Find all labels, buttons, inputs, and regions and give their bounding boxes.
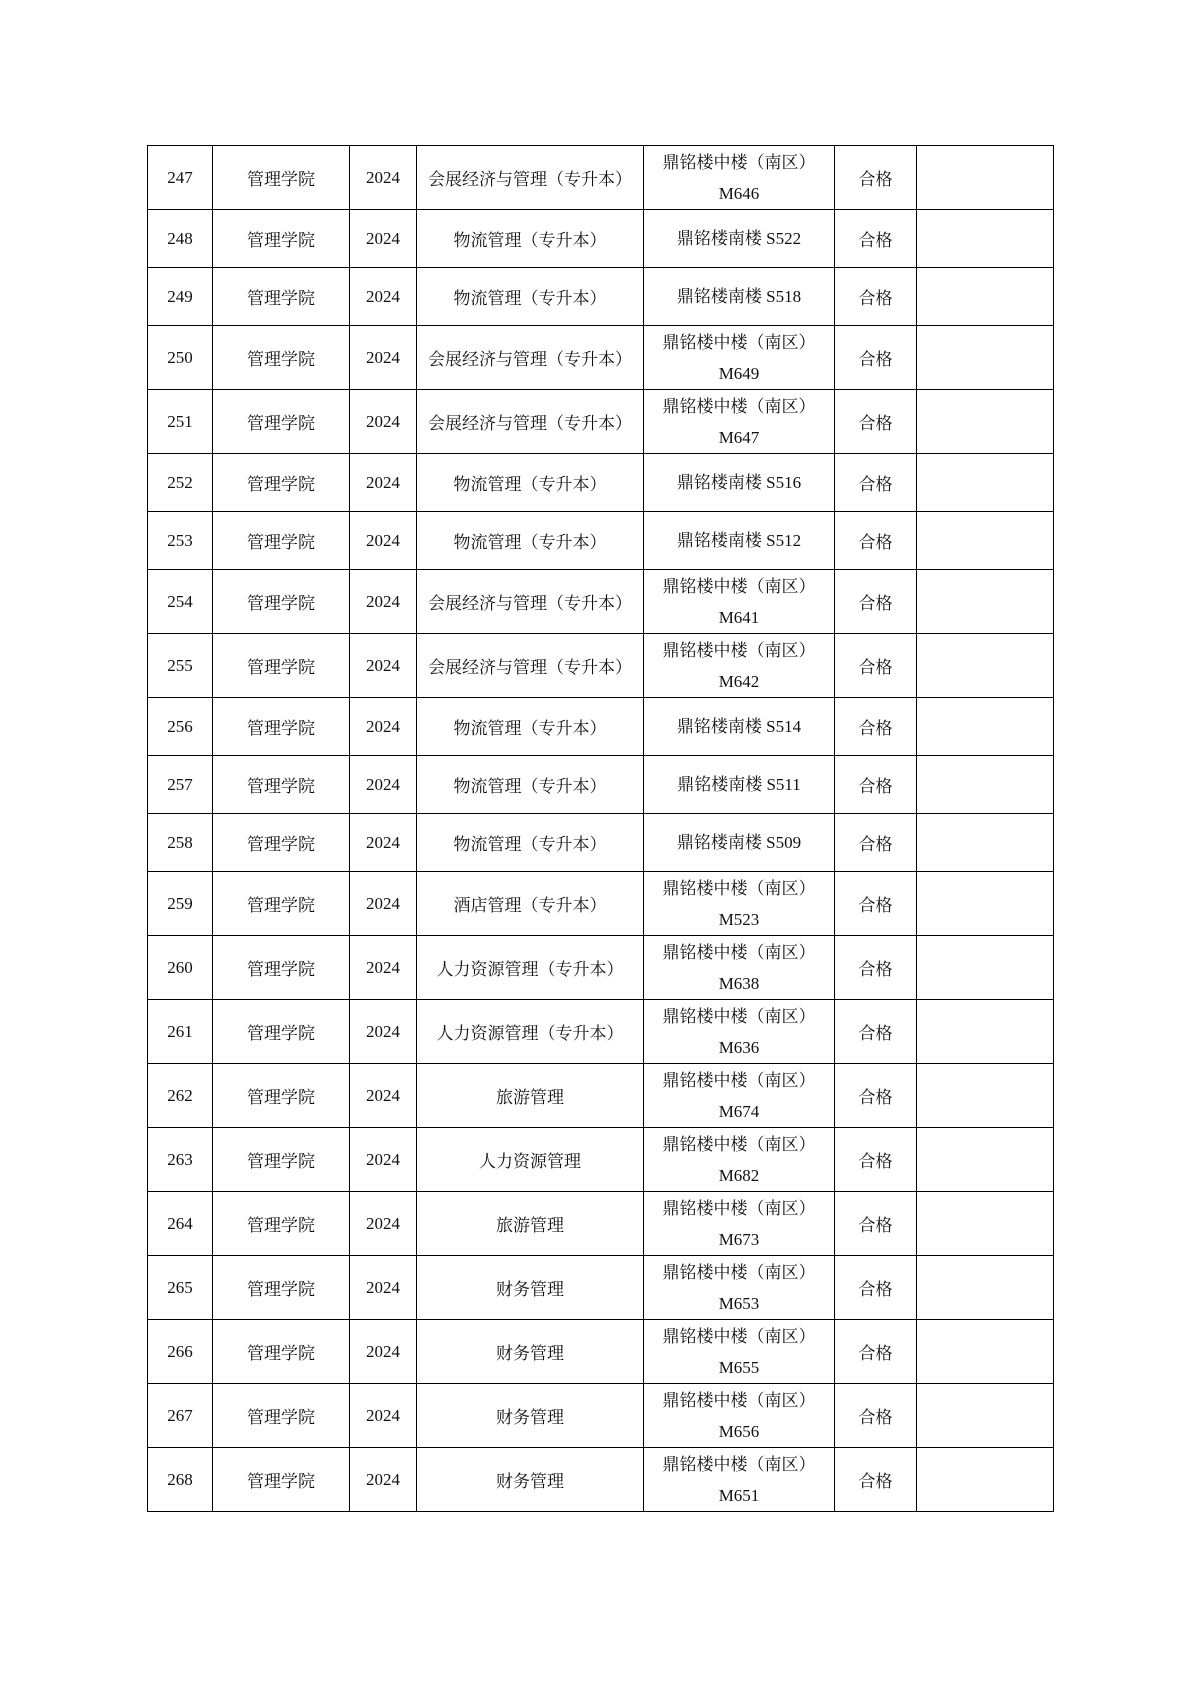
cell-location bbox=[644, 814, 835, 872]
cell-result: 合格 bbox=[835, 814, 917, 872]
cell-major: 会展经济与管理（专升本） bbox=[417, 326, 644, 390]
cell-location bbox=[644, 1256, 835, 1320]
cell-index: 268 bbox=[148, 1448, 213, 1512]
location-line: 鼎铭楼中楼（南区） bbox=[662, 942, 816, 962]
cell-major: 物流管理（专升本） bbox=[417, 454, 644, 512]
cell-year: 2024 bbox=[350, 390, 417, 454]
cell-location bbox=[644, 1128, 835, 1192]
location-line: 鼎铭楼南楼 S522 bbox=[676, 228, 802, 248]
cell-location bbox=[644, 210, 835, 268]
cell-index: 254 bbox=[148, 570, 213, 634]
cell-college: 管理学院 bbox=[213, 512, 350, 570]
table-row bbox=[148, 454, 1054, 512]
cell-year: 2024 bbox=[350, 210, 417, 268]
location-line: M523 bbox=[718, 909, 760, 929]
table-row bbox=[148, 1320, 1054, 1384]
cell-result: 合格 bbox=[835, 1192, 917, 1256]
cell-college: 管理学院 bbox=[213, 390, 350, 454]
location-line: M674 bbox=[718, 1101, 760, 1121]
location-line: 鼎铭楼中楼（南区） bbox=[662, 1326, 816, 1346]
cell-year: 2024 bbox=[350, 1256, 417, 1320]
cell-college: 管理学院 bbox=[213, 634, 350, 698]
cell-result: 合格 bbox=[835, 698, 917, 756]
location-line: 鼎铭楼南楼 S518 bbox=[676, 286, 802, 306]
cell-major: 会展经济与管理（专升本） bbox=[417, 146, 644, 210]
table-row bbox=[148, 1192, 1054, 1256]
cell-major: 会展经济与管理（专升本） bbox=[417, 634, 644, 698]
cell-result: 合格 bbox=[835, 634, 917, 698]
location-line: M649 bbox=[718, 363, 760, 383]
cell-college: 管理学院 bbox=[213, 570, 350, 634]
cell-year: 2024 bbox=[350, 146, 417, 210]
cell-college: 管理学院 bbox=[213, 268, 350, 326]
table-row bbox=[148, 570, 1054, 634]
cell-index: 259 bbox=[148, 872, 213, 936]
cell-college: 管理学院 bbox=[213, 1256, 350, 1320]
cell-year: 2024 bbox=[350, 570, 417, 634]
cell-college: 管理学院 bbox=[213, 1000, 350, 1064]
cell-major: 物流管理（专升本） bbox=[417, 698, 644, 756]
cell-year: 2024 bbox=[350, 1192, 417, 1256]
cell-major: 财务管理 bbox=[417, 1448, 644, 1512]
cell-index: 256 bbox=[148, 698, 213, 756]
cell-index: 262 bbox=[148, 1064, 213, 1128]
location-line: M636 bbox=[718, 1037, 760, 1057]
cell-college: 管理学院 bbox=[213, 1128, 350, 1192]
location-line: 鼎铭楼中楼（南区） bbox=[662, 1006, 816, 1026]
table-row bbox=[148, 872, 1054, 936]
cell-location bbox=[644, 454, 835, 512]
cell-remark bbox=[917, 1384, 1054, 1448]
cell-index: 261 bbox=[148, 1000, 213, 1064]
cell-remark bbox=[917, 756, 1054, 814]
cell-location bbox=[644, 698, 835, 756]
cell-year: 2024 bbox=[350, 1320, 417, 1384]
table-row bbox=[148, 326, 1054, 390]
cell-result: 合格 bbox=[835, 1064, 917, 1128]
cell-location bbox=[644, 1448, 835, 1512]
cell-result: 合格 bbox=[835, 936, 917, 1000]
cell-location bbox=[644, 390, 835, 454]
cell-college: 管理学院 bbox=[213, 872, 350, 936]
location-line: 鼎铭楼中楼（南区） bbox=[662, 878, 816, 898]
cell-major: 旅游管理 bbox=[417, 1064, 644, 1128]
location-line: 鼎铭楼中楼（南区） bbox=[662, 576, 816, 596]
location-line: 鼎铭楼南楼 S509 bbox=[676, 832, 802, 852]
cell-index: 260 bbox=[148, 936, 213, 1000]
cell-major: 财务管理 bbox=[417, 1320, 644, 1384]
location-line: 鼎铭楼中楼（南区） bbox=[662, 640, 816, 660]
cell-index: 250 bbox=[148, 326, 213, 390]
cell-result: 合格 bbox=[835, 872, 917, 936]
cell-college: 管理学院 bbox=[213, 814, 350, 872]
cell-remark bbox=[917, 1064, 1054, 1128]
location-line: 鼎铭楼中楼（南区） bbox=[662, 332, 816, 352]
cell-college: 管理学院 bbox=[213, 1320, 350, 1384]
cell-index: 257 bbox=[148, 756, 213, 814]
cell-result: 合格 bbox=[835, 268, 917, 326]
cell-result: 合格 bbox=[835, 146, 917, 210]
location-line: 鼎铭楼中楼（南区） bbox=[662, 1390, 816, 1410]
cell-location bbox=[644, 326, 835, 390]
cell-index: 255 bbox=[148, 634, 213, 698]
cell-result: 合格 bbox=[835, 1384, 917, 1448]
cell-remark bbox=[917, 146, 1054, 210]
cell-index: 263 bbox=[148, 1128, 213, 1192]
results-table bbox=[147, 145, 1054, 1512]
table-row bbox=[148, 210, 1054, 268]
cell-location bbox=[644, 1320, 835, 1384]
cell-location bbox=[644, 1000, 835, 1064]
location-line: M655 bbox=[718, 1357, 760, 1377]
cell-result: 合格 bbox=[835, 210, 917, 268]
location-line: 鼎铭楼南楼 S512 bbox=[676, 530, 802, 550]
cell-major: 物流管理（专升本） bbox=[417, 512, 644, 570]
location-line: M656 bbox=[718, 1421, 760, 1441]
location-line: M642 bbox=[718, 671, 760, 691]
cell-remark bbox=[917, 390, 1054, 454]
table-row bbox=[148, 634, 1054, 698]
cell-index: 266 bbox=[148, 1320, 213, 1384]
cell-college: 管理学院 bbox=[213, 326, 350, 390]
cell-remark bbox=[917, 1256, 1054, 1320]
table-row bbox=[148, 1448, 1054, 1512]
cell-remark bbox=[917, 872, 1054, 936]
cell-index: 265 bbox=[148, 1256, 213, 1320]
cell-index: 258 bbox=[148, 814, 213, 872]
cell-result: 合格 bbox=[835, 1000, 917, 1064]
cell-remark bbox=[917, 1448, 1054, 1512]
location-line: 鼎铭楼中楼（南区） bbox=[662, 152, 816, 172]
cell-location bbox=[644, 1384, 835, 1448]
cell-location bbox=[644, 570, 835, 634]
cell-index: 253 bbox=[148, 512, 213, 570]
table-row bbox=[148, 390, 1054, 454]
cell-location bbox=[644, 1064, 835, 1128]
cell-year: 2024 bbox=[350, 936, 417, 1000]
cell-remark bbox=[917, 512, 1054, 570]
cell-remark bbox=[917, 210, 1054, 268]
cell-major: 酒店管理（专升本） bbox=[417, 872, 644, 936]
cell-major: 财务管理 bbox=[417, 1384, 644, 1448]
cell-major: 物流管理（专升本） bbox=[417, 814, 644, 872]
location-line: 鼎铭楼南楼 S511 bbox=[677, 774, 801, 794]
table-row bbox=[148, 146, 1054, 210]
cell-year: 2024 bbox=[350, 512, 417, 570]
cell-major: 财务管理 bbox=[417, 1256, 644, 1320]
cell-result: 合格 bbox=[835, 1256, 917, 1320]
cell-remark bbox=[917, 814, 1054, 872]
table-row bbox=[148, 1256, 1054, 1320]
cell-remark bbox=[917, 936, 1054, 1000]
cell-year: 2024 bbox=[350, 756, 417, 814]
cell-result: 合格 bbox=[835, 570, 917, 634]
table-row bbox=[148, 698, 1054, 756]
cell-remark bbox=[917, 1128, 1054, 1192]
cell-year: 2024 bbox=[350, 1448, 417, 1512]
cell-result: 合格 bbox=[835, 326, 917, 390]
cell-result: 合格 bbox=[835, 454, 917, 512]
cell-year: 2024 bbox=[350, 634, 417, 698]
location-line: 鼎铭楼中楼（南区） bbox=[662, 1262, 816, 1282]
cell-index: 267 bbox=[148, 1384, 213, 1448]
cell-remark bbox=[917, 1192, 1054, 1256]
cell-major: 人力资源管理（专升本） bbox=[417, 936, 644, 1000]
cell-major: 会展经济与管理（专升本） bbox=[417, 390, 644, 454]
cell-location bbox=[644, 512, 835, 570]
location-line: M638 bbox=[718, 973, 760, 993]
cell-location bbox=[644, 146, 835, 210]
cell-college: 管理学院 bbox=[213, 210, 350, 268]
cell-remark bbox=[917, 1000, 1054, 1064]
cell-major: 人力资源管理 bbox=[417, 1128, 644, 1192]
cell-year: 2024 bbox=[350, 1064, 417, 1128]
location-line: 鼎铭楼南楼 S516 bbox=[676, 472, 802, 492]
cell-college: 管理学院 bbox=[213, 1192, 350, 1256]
cell-location bbox=[644, 756, 835, 814]
cell-remark bbox=[917, 570, 1054, 634]
cell-index: 248 bbox=[148, 210, 213, 268]
cell-remark bbox=[917, 1320, 1054, 1384]
cell-result: 合格 bbox=[835, 1448, 917, 1512]
cell-major: 物流管理（专升本） bbox=[417, 210, 644, 268]
cell-location bbox=[644, 634, 835, 698]
location-line: M682 bbox=[718, 1165, 760, 1185]
location-line: 鼎铭楼中楼（南区） bbox=[662, 1070, 816, 1090]
cell-result: 合格 bbox=[835, 512, 917, 570]
table-row bbox=[148, 814, 1054, 872]
cell-college: 管理学院 bbox=[213, 1384, 350, 1448]
location-line: M673 bbox=[718, 1229, 760, 1249]
table-row bbox=[148, 1000, 1054, 1064]
cell-result: 合格 bbox=[835, 1320, 917, 1384]
cell-major: 旅游管理 bbox=[417, 1192, 644, 1256]
cell-year: 2024 bbox=[350, 698, 417, 756]
location-line: 鼎铭楼中楼（南区） bbox=[662, 1454, 816, 1474]
cell-location bbox=[644, 872, 835, 936]
cell-location bbox=[644, 936, 835, 1000]
location-line: M653 bbox=[718, 1293, 760, 1313]
location-line: M651 bbox=[718, 1485, 760, 1505]
cell-major: 人力资源管理（专升本） bbox=[417, 1000, 644, 1064]
cell-college: 管理学院 bbox=[213, 146, 350, 210]
cell-result: 合格 bbox=[835, 1128, 917, 1192]
cell-index: 247 bbox=[148, 146, 213, 210]
cell-major: 物流管理（专升本） bbox=[417, 268, 644, 326]
cell-index: 251 bbox=[148, 390, 213, 454]
cell-remark bbox=[917, 634, 1054, 698]
cell-year: 2024 bbox=[350, 454, 417, 512]
cell-year: 2024 bbox=[350, 814, 417, 872]
table-row bbox=[148, 1064, 1054, 1128]
cell-year: 2024 bbox=[350, 1128, 417, 1192]
cell-college: 管理学院 bbox=[213, 1064, 350, 1128]
table-row bbox=[148, 512, 1054, 570]
location-line: M647 bbox=[718, 427, 760, 447]
cell-college: 管理学院 bbox=[213, 936, 350, 1000]
cell-year: 2024 bbox=[350, 268, 417, 326]
table-body bbox=[148, 146, 1054, 1512]
cell-remark bbox=[917, 268, 1054, 326]
cell-year: 2024 bbox=[350, 1384, 417, 1448]
cell-college: 管理学院 bbox=[213, 454, 350, 512]
cell-index: 264 bbox=[148, 1192, 213, 1256]
location-line: 鼎铭楼中楼（南区） bbox=[662, 396, 816, 416]
cell-college: 管理学院 bbox=[213, 1448, 350, 1512]
table-row bbox=[148, 1128, 1054, 1192]
cell-major: 物流管理（专升本） bbox=[417, 756, 644, 814]
location-line: M646 bbox=[718, 183, 760, 203]
location-line: M641 bbox=[718, 607, 760, 627]
table-row bbox=[148, 1384, 1054, 1448]
cell-year: 2024 bbox=[350, 872, 417, 936]
table-row bbox=[148, 268, 1054, 326]
cell-location bbox=[644, 1192, 835, 1256]
cell-year: 2024 bbox=[350, 326, 417, 390]
cell-year: 2024 bbox=[350, 1000, 417, 1064]
cell-major: 会展经济与管理（专升本） bbox=[417, 570, 644, 634]
cell-remark bbox=[917, 454, 1054, 512]
cell-remark bbox=[917, 698, 1054, 756]
location-line: 鼎铭楼中楼（南区） bbox=[662, 1198, 816, 1218]
location-line: 鼎铭楼中楼（南区） bbox=[662, 1134, 816, 1154]
table-row bbox=[148, 936, 1054, 1000]
cell-index: 249 bbox=[148, 268, 213, 326]
cell-location bbox=[644, 268, 835, 326]
cell-index: 252 bbox=[148, 454, 213, 512]
cell-college: 管理学院 bbox=[213, 698, 350, 756]
cell-result: 合格 bbox=[835, 390, 917, 454]
location-line: 鼎铭楼南楼 S514 bbox=[676, 716, 802, 736]
cell-result: 合格 bbox=[835, 756, 917, 814]
cell-remark bbox=[917, 326, 1054, 390]
cell-college: 管理学院 bbox=[213, 756, 350, 814]
table-row bbox=[148, 756, 1054, 814]
